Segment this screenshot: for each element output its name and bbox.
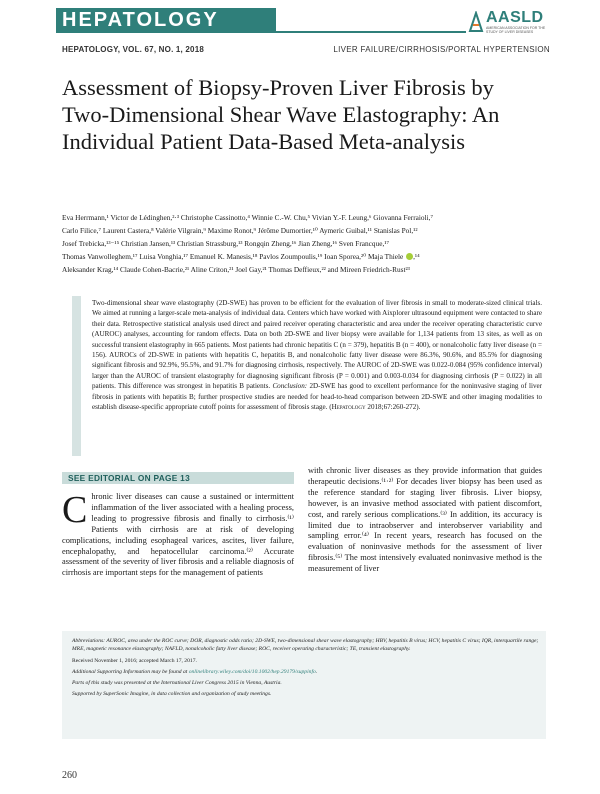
supported-note: Supported by SuperSonic Imagine, in data collection and organization of study meetings. [72,691,272,698]
editorial-label: SEE EDITORIAL ON PAGE 13 [68,473,191,483]
abstract-sidebar [72,296,81,456]
supporting-info [72,668,540,676]
supporting-prefix: Additional Supporting Information may be found at [72,668,189,675]
supporting-suffix: . [315,668,318,675]
body-text-right: with chronic liver diseases as they provide information that guides therapeutic decisions.⁽¹·²⁾ For decades liver biopsy has been used as the reference standard for staging liver fibrosis. Liver biopsy, however, is an invasive method associated with patient discomfort, cost, and rarely serious complications.⁽³⁾ In addition, its accuracy is limited due to intraobserver and interobserver variability and sampling error.⁽⁴⁾ In recent years, research has focused on the evaluation of noninvasive methods for the assessment of liver fibrosis.⁽⁵⁾ The most intensively evaluated noninvasive method is the measurement of liver [308,466,542,574]
author-list [62,212,546,277]
received-date: Received November 1, 2016; accepted March 17, 2017. [72,657,197,664]
body-column-left [62,489,294,579]
journal-name: HEPATOLOGY [62,9,219,31]
section-heading: LIVER FAILURE/CIRRHOSIS/PORTAL HYPERTENSION [333,45,550,54]
drop-cap: C [62,489,88,531]
author-line-text: Thomas Vanwolleghem,¹⁷ Luisa Vonghia,¹⁷ Emanuel K. Manesis,¹⁸ Pavlos Zoumpoulis,¹⁹ Ioan Sporea,²⁰ Maja Thiele [62,251,404,261]
conclusion-text: 2D-SWE has good to excellent performance for the noninvasive staging of liver fibrosis in patients with hepatitis B; further prospective studies are needed for head-to-head comparison between 2D-SWE and other imaging modalities to establish disease-specific appropriate cutoff points for assessment of fibrosis stage. [92,382,542,412]
conclusion-label: Conclusion: [272,382,308,391]
masthead-rule [56,31,466,33]
journal-masthead [0,0,600,44]
author-line: Eva Herrmann,¹ Victor de Lédinghen,²·³ Christophe Cassinotto,⁴ Winnie C.-W. Chu,⁵ Vivian Y.-F. Leung,⁶ Giovanna Ferraioli,⁷ [62,213,433,222]
issue-info: HEPATOLOGY, VOL. 67, NO. 1, 2018 [62,45,205,54]
body-column-right [308,466,542,575]
aasld-logo-icon [468,11,484,33]
author-line: Carlo Filice,⁷ Laurent Castera,⁸ Valérie Vilgrain,⁹ Maxime Ronot,⁹ Jérôme Dumortier,¹⁰ Aymeric Guibal,¹¹ Stanislas Pol,¹² [62,225,418,235]
logo-tagline: AMERICAN ASSOCIATION FOR THE STUDY OF LIVER DISEASES [486,26,546,34]
author-affil: ,¹⁴ [413,251,420,261]
abstract-text: Two-dimensional shear wave elastography (2D-SWE) has proven to be efficient for the evaluation of liver fibrosis in small to moderate-sized clinical trials. We aimed at running a larger-scale meta-analysis of individual data. Centers which have worked with Aixplorer ultrasound equipment were contacted to share their data. Retrospective statistical analysis used direct and paired receiver operating characteristic and area under the receiver operating characteristic curve (AUROC) analyses, accounting for random effects. Data on both 2D-SWE and liver biopsy were available for 1,134 patients from 13 sites, as well as on successful transient elastography in 665 patients. Most patients had chronic hepatitis C (n = 379), hepatitis B (n = 400), or nonalcoholic fatty liver disease (n = 156). AUROCs of 2D-SWE in patients with hepatitis C, hepatitis B, and nonalcoholic fatty liver disease were 86.3%, 90.6%, and 85.5% for diagnosing significant fibrosis and 92.9%, 95.5%, and 91.7% for diagnosing cirrhosis, respectively. The AUROC of 2D-SWE was 0.022-0.084 (95% confidence interval) larger than the AUROC of transient elastography for diagnosing significant fibrosis (P = 0.001) and 0.003-0.034 for diagnosing cirrhosis (P = 0.022) in all patients. This difference was strongest in hepatitis B patients. [92,299,542,391]
supporting-link[interactable]: onlinelibrary.wiley.com/doi/10.1002/hep.29179/suppinfo [188,668,316,675]
article-title: Assessment of Biopsy-Proven Liver Fibrosis by Two-Dimensional Shear Wave Elastography: An Individual Patient Data-Based Meta-analysis [62,75,500,154]
logo-name: AASLD [486,9,544,26]
author-line: Josef Trebicka,¹³⁻¹⁵ Christian Jansen,¹³ Christian Strassburg,¹³ Rongqin Zheng,¹⁶ Jian Zheng,¹⁶ Sven Francque,¹⁷ [62,238,390,248]
abstract [92,298,542,412]
aasld-logo [468,9,548,37]
see-editorial-banner[interactable] [62,472,294,484]
author-line: Aleksander Krag,¹⁴ Claude Cohen-Bacrie,²¹ Aline Criton,²¹ Joel Gay,²¹ Thomas Deffieux,²² and Mireen Friedrich-Rust²³ [62,264,410,274]
abbreviations: Abbreviations: AUROC, area under the ROC curve; DOR, diagnostic odds ratio; 2D-SWE, two-dimensional shear wave elastography; HBV, hepatitis B virus; HCV, hepatitis C virus; IQR, interquartile range; MRE, magnetic resonance elastography; NAFLD, nonalcoholic fatty liver disease; ROC, receiver operating characteristic; TE, transient elastography. [72,638,539,653]
citation: (Hepatology 2018;67:260-272). [327,403,421,412]
footnotes [72,637,540,702]
body-text-left: hronic liver diseases can cause a sustained or intermittent inflammation of the liver associated with a healing process, leading to progressive fibrosis and finally to cirrhosis.⁽¹⁾ Patients with cirrhosis are at risk of developing complications, including esophageal varices, ascites, liver failure, encephalopathy, and hepatocellular carcinoma.⁽²⁾ Accurate assessment of the severity of liver fibrosis and a reliable diagnosis of cirrhosis are important steps for the management of patients [62,492,294,578]
author-line [62,251,546,264]
presented-note: Parts of this study was presented at the International Liver Congress 2015 in Vienna, Austria. [72,680,282,687]
page-number: 260 [62,770,77,781]
